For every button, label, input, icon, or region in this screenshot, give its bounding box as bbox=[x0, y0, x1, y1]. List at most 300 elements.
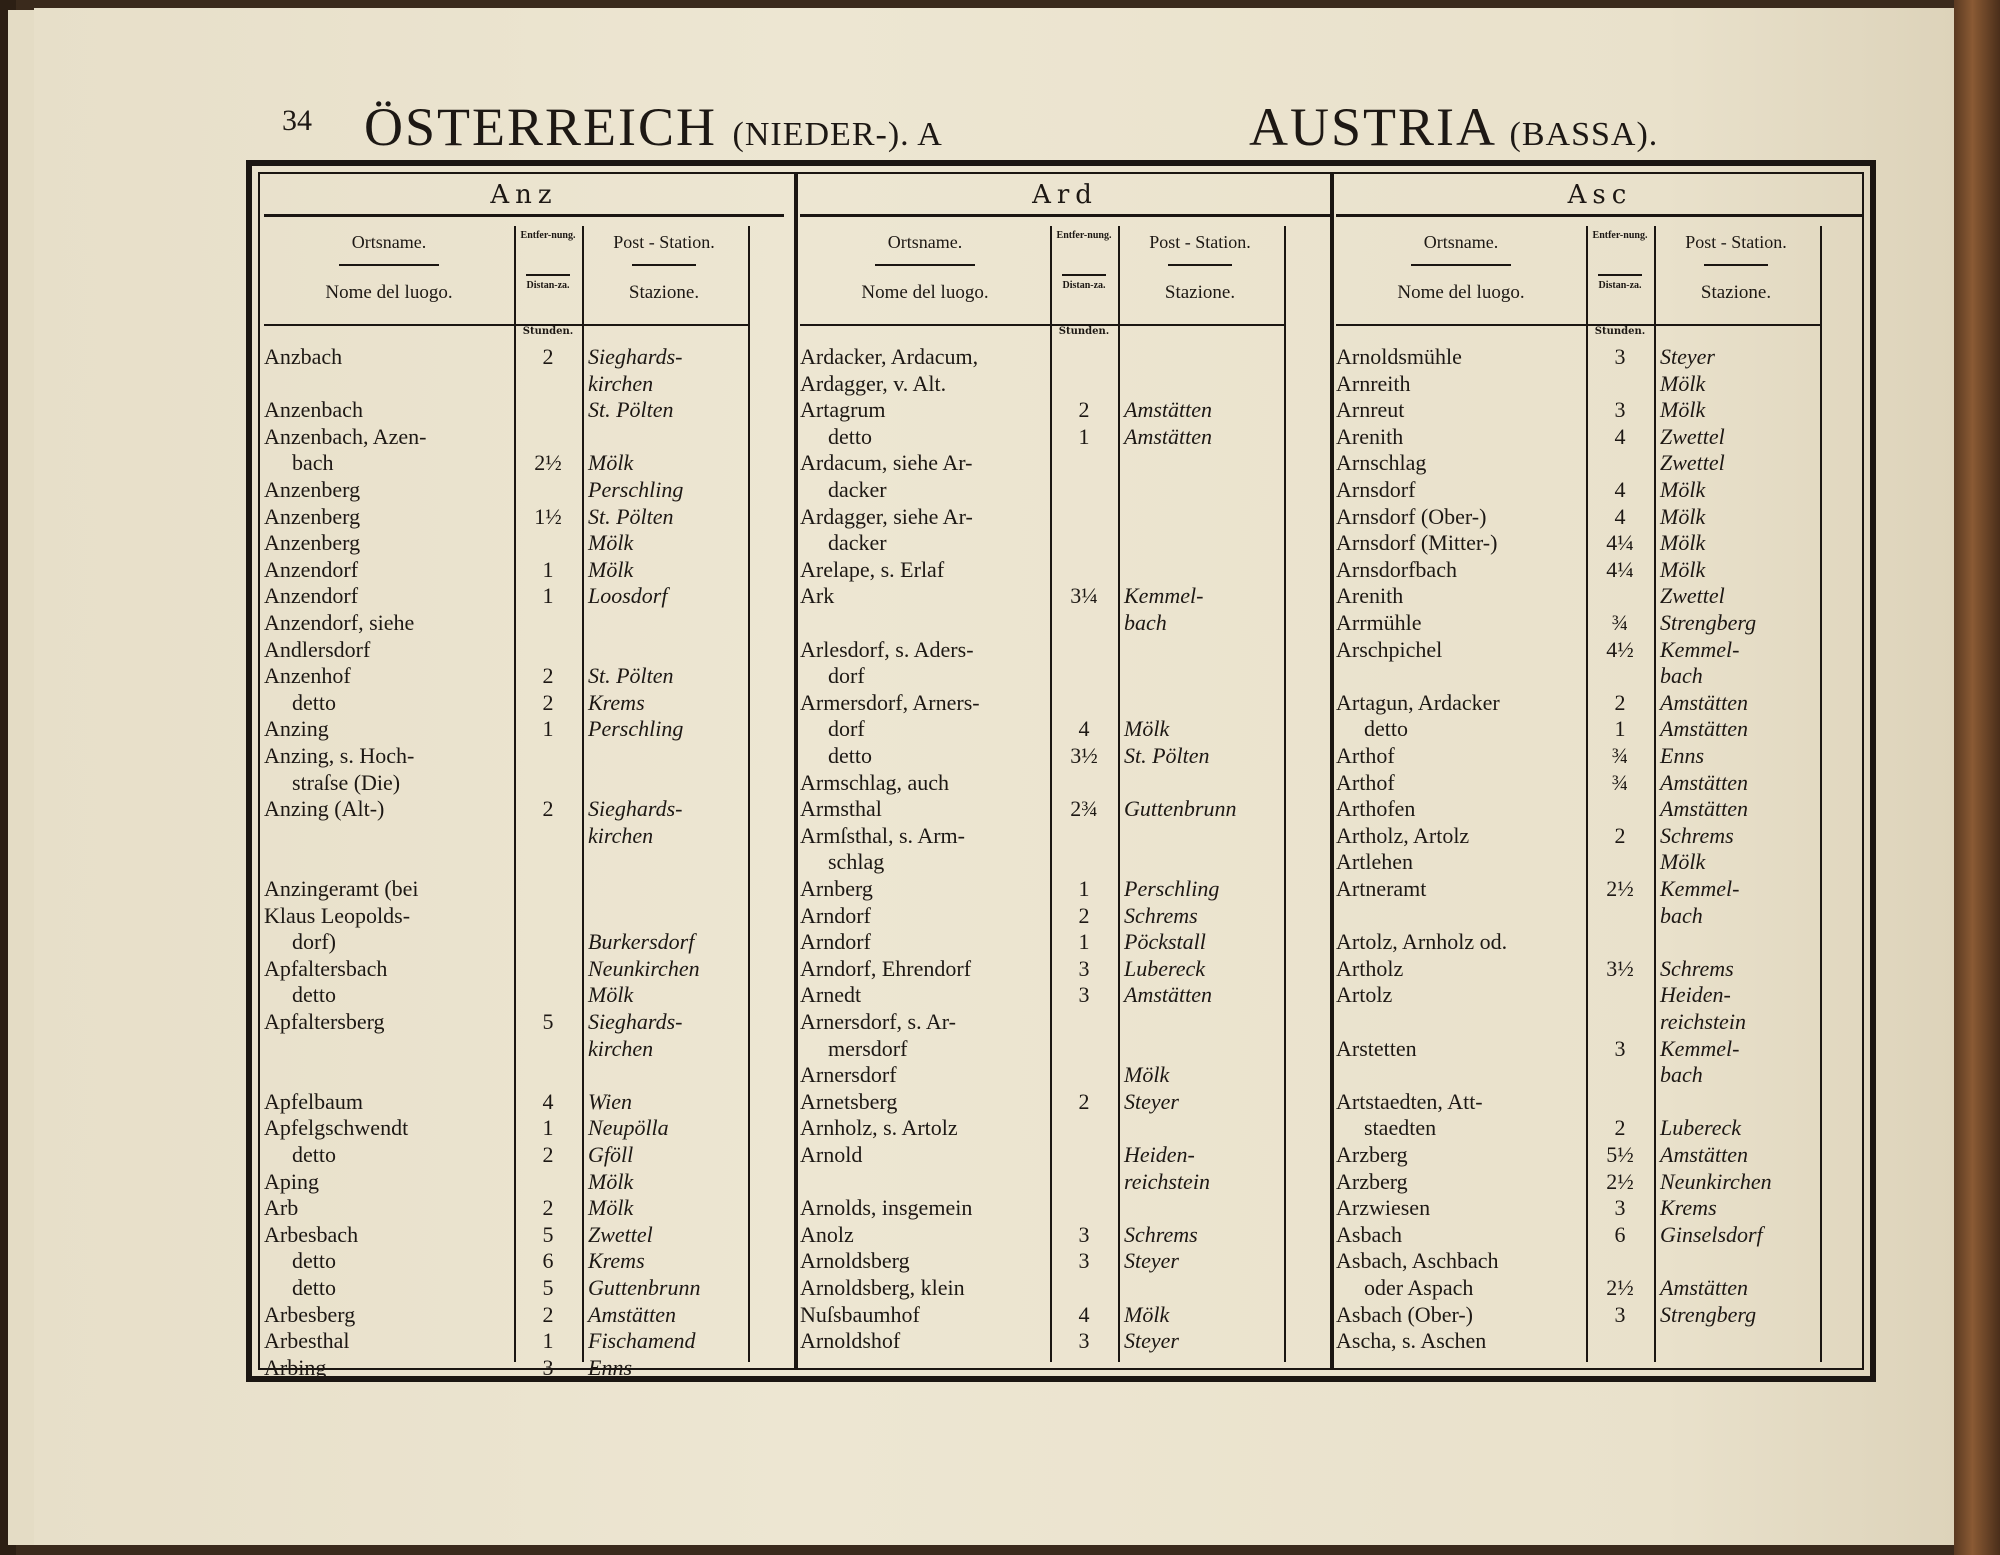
post-station: Mölk bbox=[588, 1169, 634, 1194]
table-row bbox=[264, 796, 748, 822]
header-distance bbox=[1588, 226, 1652, 332]
post-station: Mölk bbox=[1660, 557, 1706, 582]
table-row bbox=[1336, 557, 1820, 583]
place-name: Arndorf bbox=[800, 903, 871, 928]
post-station: Mölk bbox=[1660, 504, 1706, 529]
column-rule bbox=[1820, 226, 1822, 1362]
post-station: Fischamend bbox=[588, 1328, 696, 1353]
table-row bbox=[1336, 770, 1820, 796]
post-station: Amstätten bbox=[1660, 716, 1748, 741]
table-row bbox=[264, 1009, 748, 1035]
post-station: Zwettel bbox=[1660, 583, 1725, 608]
distance: 5 bbox=[542, 1222, 554, 1247]
place-name: detto bbox=[292, 1142, 336, 1167]
header-place-name bbox=[1336, 226, 1586, 332]
place-name: Aping bbox=[264, 1169, 319, 1194]
post-station: Neupölla bbox=[588, 1115, 669, 1140]
place-name: Artolz, Arnholz od. bbox=[1336, 929, 1508, 954]
distance: 2 bbox=[1078, 1089, 1090, 1114]
distance: 3 bbox=[1078, 956, 1090, 981]
post-station: Strengberg bbox=[1660, 610, 1757, 635]
table-row bbox=[800, 1009, 1284, 1035]
post-station: Mölk bbox=[1660, 530, 1706, 555]
distance: 3½ bbox=[1070, 743, 1098, 768]
table-row bbox=[1336, 1036, 1820, 1062]
table-row bbox=[1336, 477, 1820, 503]
distance: 2 bbox=[1614, 1115, 1626, 1140]
table-row bbox=[264, 982, 748, 1008]
distance: ¾ bbox=[1611, 743, 1629, 768]
post-station: Enns bbox=[588, 1355, 632, 1380]
place-name: Anzenhof bbox=[264, 663, 351, 688]
place-name: Anzendorf, siehe bbox=[264, 610, 415, 635]
place-name: Arstetten bbox=[1336, 1036, 1417, 1061]
distance: 3 bbox=[1078, 1222, 1090, 1247]
header-distance-german: Entfer-nung. bbox=[1592, 230, 1648, 241]
table-row bbox=[1336, 1142, 1820, 1168]
table-row bbox=[800, 504, 1284, 530]
header-rule bbox=[1704, 264, 1768, 266]
distance: 1½ bbox=[534, 504, 562, 529]
header-name-italian: Nome del luogo. bbox=[1397, 282, 1525, 303]
post-station: Schrems bbox=[1660, 823, 1734, 848]
header-post-station bbox=[1120, 226, 1280, 332]
table-row bbox=[1336, 1062, 1820, 1088]
post-station: Mölk bbox=[588, 557, 634, 582]
table-row bbox=[264, 450, 748, 476]
table-row bbox=[1336, 1248, 1820, 1274]
post-station: Steyer bbox=[1124, 1089, 1179, 1114]
place-name: Arnreith bbox=[1336, 371, 1411, 396]
header-rule bbox=[875, 264, 975, 266]
table-row bbox=[1336, 371, 1820, 397]
post-station: Steyer bbox=[1660, 344, 1715, 369]
header-name-italian: Nome del luogo. bbox=[861, 282, 989, 303]
post-station: Amstätten bbox=[1124, 424, 1212, 449]
distance: 2 bbox=[542, 1302, 554, 1327]
header-distance-italian: Distan-za. bbox=[1062, 280, 1106, 291]
distance: 2½ bbox=[534, 450, 562, 475]
post-station: Schrems bbox=[1124, 1222, 1198, 1247]
page-number: 34 bbox=[282, 104, 312, 137]
place-name: Arnschlag bbox=[1336, 450, 1427, 475]
post-station: St. Pölten bbox=[1124, 743, 1210, 768]
distance: 2 bbox=[1078, 903, 1090, 928]
table-row bbox=[800, 1275, 1284, 1301]
place-name: straſse (Die) bbox=[292, 770, 401, 795]
table-row bbox=[264, 690, 748, 716]
place-name: Arelape, s. Erlaf bbox=[800, 557, 945, 582]
place-name: Arbing bbox=[264, 1355, 327, 1380]
book-page bbox=[34, 8, 1954, 1545]
header-post-german: Post - Station. bbox=[1685, 232, 1787, 252]
table-row bbox=[264, 770, 748, 796]
post-station: Gföll bbox=[588, 1142, 634, 1167]
place-name: Arenith bbox=[1336, 424, 1404, 449]
table-row bbox=[800, 344, 1284, 370]
table-row bbox=[264, 1142, 748, 1168]
distance: 2 bbox=[542, 344, 554, 369]
place-name: Artholz, Artolz bbox=[1336, 823, 1470, 848]
place-name: Anzenbach, Azen- bbox=[264, 424, 427, 449]
post-station: Zwettel bbox=[588, 1222, 653, 1247]
place-name: Armsthal bbox=[800, 796, 882, 821]
place-name: Arnsdorf (Mitter-) bbox=[1336, 530, 1498, 555]
place-name: Arb bbox=[264, 1195, 299, 1220]
header-rule bbox=[632, 264, 696, 266]
place-name: Anzing (Alt-) bbox=[264, 796, 385, 821]
place-name: staedten bbox=[1364, 1115, 1437, 1140]
table-row bbox=[264, 743, 748, 769]
table-row bbox=[264, 956, 748, 982]
table-row bbox=[264, 1062, 748, 1088]
distance: 3 bbox=[1078, 1328, 1090, 1353]
table-row bbox=[264, 504, 748, 530]
table-row bbox=[1336, 637, 1820, 663]
place-name: Ascha, s. Aschen bbox=[1336, 1328, 1487, 1353]
table-row bbox=[1336, 796, 1820, 822]
column-rule bbox=[1284, 226, 1286, 1362]
place-name: Anzing bbox=[264, 716, 329, 741]
place-name: Arnoldsberg bbox=[800, 1248, 910, 1273]
unit-label: Stunden. bbox=[1594, 326, 1646, 337]
header-name-italian: Nome del luogo. bbox=[325, 282, 453, 303]
table-row bbox=[800, 770, 1284, 796]
table-row bbox=[1336, 982, 1820, 1008]
register-table bbox=[246, 160, 1876, 1382]
table-row bbox=[800, 849, 1284, 875]
place-name: detto bbox=[1364, 716, 1408, 741]
place-name: detto bbox=[828, 424, 872, 449]
place-name: Asbach (Ober-) bbox=[1336, 1302, 1473, 1327]
distance: ¾ bbox=[1611, 610, 1629, 635]
table-row bbox=[800, 982, 1284, 1008]
place-name: Arnholz, s. Artolz bbox=[800, 1115, 958, 1140]
post-station: Guttenbrunn bbox=[588, 1275, 701, 1300]
place-name: Anzing, s. Hoch- bbox=[264, 743, 415, 768]
distance: 3¼ bbox=[1070, 583, 1098, 608]
distance: 3 bbox=[1614, 344, 1626, 369]
place-name: detto bbox=[292, 690, 336, 715]
table-row bbox=[800, 690, 1284, 716]
place-name: bach bbox=[292, 450, 334, 475]
post-station: Mölk bbox=[588, 982, 634, 1007]
place-name: Nuſsbaumhof bbox=[800, 1302, 920, 1327]
header-distance bbox=[1052, 226, 1116, 332]
post-station: Mölk bbox=[588, 530, 634, 555]
place-name: Arnersdorf bbox=[800, 1062, 897, 1087]
distance: 1 bbox=[1078, 876, 1090, 901]
table-row bbox=[1336, 903, 1820, 929]
table-row bbox=[264, 1302, 748, 1328]
section-title: Anz bbox=[490, 180, 558, 210]
table-row bbox=[264, 1355, 748, 1381]
page-heading bbox=[34, 96, 1954, 166]
place-name: Arnersdorf, s. Ar- bbox=[800, 1009, 956, 1034]
table-row bbox=[800, 743, 1284, 769]
table-row bbox=[1336, 424, 1820, 450]
header-post-italian: Stazione. bbox=[1700, 282, 1772, 303]
place-name: oder Aspach bbox=[1364, 1275, 1474, 1300]
table-row bbox=[800, 1328, 1284, 1354]
header-distance-german: Entfer-nung. bbox=[1056, 230, 1112, 241]
table-row bbox=[800, 876, 1284, 902]
place-name: Arnetsberg bbox=[800, 1089, 898, 1114]
section-title: Ard bbox=[1032, 180, 1098, 210]
place-name: Ardacum, siehe Ar- bbox=[800, 450, 973, 475]
post-station: Sieghards- bbox=[588, 1009, 683, 1034]
post-station: bach bbox=[1660, 1062, 1703, 1087]
post-station: Amstätten bbox=[1124, 397, 1212, 422]
place-name: Artolz bbox=[1336, 982, 1393, 1007]
distance: 4¼ bbox=[1606, 557, 1634, 582]
distance: 3 bbox=[1078, 1248, 1090, 1273]
place-name: Apfaltersbach bbox=[264, 956, 388, 981]
table-row bbox=[1336, 1302, 1820, 1328]
header-rule bbox=[1598, 274, 1643, 276]
header-name-german: Ortsname. bbox=[1423, 232, 1499, 252]
distance: 1 bbox=[1078, 424, 1090, 449]
place-name: detto bbox=[292, 1248, 336, 1273]
table-row bbox=[800, 424, 1284, 450]
place-name: Anzendorf bbox=[264, 557, 359, 582]
place-name: Arrmühle bbox=[1336, 610, 1422, 635]
place-name: dorf bbox=[828, 716, 865, 741]
distance: 5½ bbox=[1606, 1142, 1634, 1167]
place-name: Anzenberg bbox=[264, 477, 361, 502]
distance: 4 bbox=[542, 1089, 554, 1114]
post-station: Strengberg bbox=[1660, 1302, 1757, 1327]
place-name: Anzenberg bbox=[264, 504, 361, 529]
place-name: Ardacker, Ardacum, bbox=[800, 344, 979, 369]
header-name-german: Ortsname. bbox=[351, 232, 427, 252]
post-station: Lubereck bbox=[1660, 1115, 1742, 1140]
place-name: Klaus Leopolds- bbox=[264, 903, 411, 928]
table-row bbox=[264, 876, 748, 902]
place-name: Armersdorf, Arners- bbox=[800, 690, 980, 715]
post-station: Mölk bbox=[1124, 1302, 1170, 1327]
distance: 4 bbox=[1614, 477, 1626, 502]
title-german-sub: (NIEDER-). A bbox=[732, 116, 943, 153]
post-station: Mölk bbox=[1660, 849, 1706, 874]
table-row bbox=[800, 450, 1284, 476]
place-name: Anzendorf bbox=[264, 583, 359, 608]
distance: 6 bbox=[1614, 1222, 1626, 1247]
table-row bbox=[800, 477, 1284, 503]
table-row bbox=[264, 1115, 748, 1141]
post-station: Mölk bbox=[1124, 1062, 1170, 1087]
table-row bbox=[800, 557, 1284, 583]
section-title-rule bbox=[800, 214, 1330, 217]
place-name: Arthof bbox=[1336, 770, 1395, 795]
table-row bbox=[1336, 690, 1820, 716]
header-bottom-rule bbox=[264, 324, 748, 326]
table-row bbox=[264, 903, 748, 929]
section-separator bbox=[794, 174, 798, 1368]
header-rule bbox=[339, 264, 439, 266]
distance: 1 bbox=[542, 557, 554, 582]
post-station: Amstätten bbox=[1660, 1275, 1748, 1300]
table-row bbox=[1336, 823, 1820, 849]
table-row bbox=[264, 1195, 748, 1221]
table-row bbox=[1336, 450, 1820, 476]
place-name: schlag bbox=[828, 849, 885, 874]
post-station: Amstätten bbox=[1124, 982, 1212, 1007]
table-row bbox=[264, 1169, 748, 1195]
post-station: reichstein bbox=[1660, 1009, 1746, 1034]
post-station: Guttenbrunn bbox=[1124, 796, 1237, 821]
post-station: Mölk bbox=[588, 450, 634, 475]
post-station: Sieghards- bbox=[588, 344, 683, 369]
distance: 2¾ bbox=[1070, 796, 1098, 821]
post-station: kirchen bbox=[588, 823, 654, 848]
post-station: bach bbox=[1660, 903, 1703, 928]
table-row bbox=[800, 1169, 1284, 1195]
distance: 3 bbox=[1614, 1036, 1626, 1061]
post-station: Krems bbox=[1660, 1195, 1717, 1220]
table-row bbox=[264, 371, 748, 397]
table-row bbox=[264, 1089, 748, 1115]
distance: 3½ bbox=[1606, 956, 1634, 981]
table-inner-border bbox=[258, 172, 1864, 1380]
distance: 4½ bbox=[1606, 637, 1634, 662]
table-row bbox=[264, 583, 748, 609]
place-name: Arenith bbox=[1336, 583, 1404, 608]
table-row bbox=[264, 637, 748, 663]
table-row bbox=[1336, 583, 1820, 609]
table-row bbox=[264, 1222, 748, 1248]
section-anz bbox=[264, 174, 784, 1380]
table-row bbox=[1336, 344, 1820, 370]
post-station: bach bbox=[1124, 610, 1167, 635]
place-name: Arthof bbox=[1336, 743, 1395, 768]
table-row bbox=[800, 583, 1284, 609]
table-row bbox=[800, 663, 1284, 689]
table-row bbox=[800, 1062, 1284, 1088]
place-name: Artholz bbox=[1336, 956, 1404, 981]
post-station: St. Pölten bbox=[588, 663, 674, 688]
distance: 1 bbox=[542, 583, 554, 608]
post-station: Neunkirchen bbox=[1660, 1169, 1772, 1194]
table-row bbox=[1336, 1195, 1820, 1221]
place-name: Arnberg bbox=[800, 876, 873, 901]
place-name: Arbesthal bbox=[264, 1328, 350, 1353]
section-title-rule bbox=[264, 214, 784, 217]
previous-page-edge bbox=[8, 10, 37, 1545]
section-title-rule bbox=[1336, 214, 1864, 217]
header-post-german: Post - Station. bbox=[1149, 232, 1251, 252]
distance: 3 bbox=[1614, 1195, 1626, 1220]
place-name: Artneramt bbox=[1336, 876, 1427, 901]
table-row bbox=[800, 929, 1284, 955]
table-row bbox=[264, 530, 748, 556]
place-name: Ark bbox=[800, 583, 835, 608]
post-station: Mölk bbox=[1660, 397, 1706, 422]
section-separator bbox=[1330, 174, 1334, 1368]
table-row bbox=[1336, 1275, 1820, 1301]
post-station: Zwettel bbox=[1660, 450, 1725, 475]
distance: 4¼ bbox=[1606, 530, 1634, 555]
table-row bbox=[1336, 663, 1820, 689]
book-spine bbox=[1954, 0, 2000, 1555]
table-row bbox=[1336, 716, 1820, 742]
title-german: ÖSTERREICH (NIEDER-). A bbox=[364, 97, 943, 157]
header-distance bbox=[516, 226, 580, 332]
place-name: Asbach, Aschbach bbox=[1336, 1248, 1499, 1273]
post-station: Steyer bbox=[1124, 1328, 1179, 1353]
header-post-station bbox=[1656, 226, 1816, 332]
table-row bbox=[264, 557, 748, 583]
table-row bbox=[264, 344, 748, 370]
header-post-german: Post - Station. bbox=[613, 232, 715, 252]
distance: 1 bbox=[542, 1328, 554, 1353]
post-station: Perschling bbox=[588, 716, 684, 741]
distance: 5 bbox=[542, 1009, 554, 1034]
table-row bbox=[1336, 610, 1820, 636]
table-row bbox=[1336, 876, 1820, 902]
place-name: Arschpichel bbox=[1336, 637, 1443, 662]
post-station: Mölk bbox=[1124, 716, 1170, 741]
place-name: Artlehen bbox=[1336, 849, 1413, 874]
place-name: Arnoldsmühle bbox=[1336, 344, 1462, 369]
distance: 4 bbox=[1614, 424, 1626, 449]
table-row bbox=[1336, 849, 1820, 875]
post-station: reichstein bbox=[1124, 1169, 1210, 1194]
place-name: detto bbox=[292, 1275, 336, 1300]
post-station: Wien bbox=[588, 1089, 632, 1114]
place-name: Arndorf bbox=[800, 929, 871, 954]
table-row bbox=[264, 424, 748, 450]
place-name: Arthofen bbox=[1336, 796, 1416, 821]
place-name: Artagun, Ardacker bbox=[1336, 690, 1500, 715]
header-place-name bbox=[800, 226, 1050, 332]
table-row bbox=[800, 1142, 1284, 1168]
distance: 4 bbox=[1078, 1302, 1090, 1327]
distance: 4 bbox=[1078, 716, 1090, 741]
place-name: Arnold bbox=[800, 1142, 863, 1167]
post-station: Mölk bbox=[588, 1195, 634, 1220]
distance: 2 bbox=[542, 1142, 554, 1167]
title-italian-sub: (BASSA). bbox=[1509, 116, 1659, 153]
header-rule bbox=[1062, 274, 1107, 276]
distance: 2 bbox=[1078, 397, 1090, 422]
post-station: Schrems bbox=[1660, 956, 1734, 981]
distance: 2½ bbox=[1606, 1169, 1634, 1194]
section-ard bbox=[800, 174, 1330, 1368]
place-name: Arnsdorf (Ober-) bbox=[1336, 504, 1487, 529]
place-name: mersdorf bbox=[828, 1036, 908, 1061]
table-row bbox=[1336, 530, 1820, 556]
distance: 2 bbox=[1614, 690, 1626, 715]
place-name: Anzbach bbox=[264, 344, 343, 369]
place-name: Anzenbach bbox=[264, 397, 363, 422]
place-name: Anzingeramt (bei bbox=[264, 876, 419, 901]
table-row bbox=[800, 1115, 1284, 1141]
post-station: Pöckstall bbox=[1124, 929, 1206, 954]
distance: 2 bbox=[542, 796, 554, 821]
table-row bbox=[264, 1275, 748, 1301]
post-station: Amstätten bbox=[1660, 1142, 1748, 1167]
post-station: Krems bbox=[588, 690, 645, 715]
post-station: St. Pölten bbox=[588, 504, 674, 529]
distance: 2 bbox=[542, 663, 554, 688]
header-bottom-rule bbox=[1336, 324, 1820, 326]
place-name: Arnsdorf bbox=[1336, 477, 1416, 502]
place-name: Arnsdorfbach bbox=[1336, 557, 1457, 582]
post-station: Steyer bbox=[1124, 1248, 1179, 1273]
distance: 1 bbox=[542, 716, 554, 741]
place-name: Artagrum bbox=[800, 397, 886, 422]
